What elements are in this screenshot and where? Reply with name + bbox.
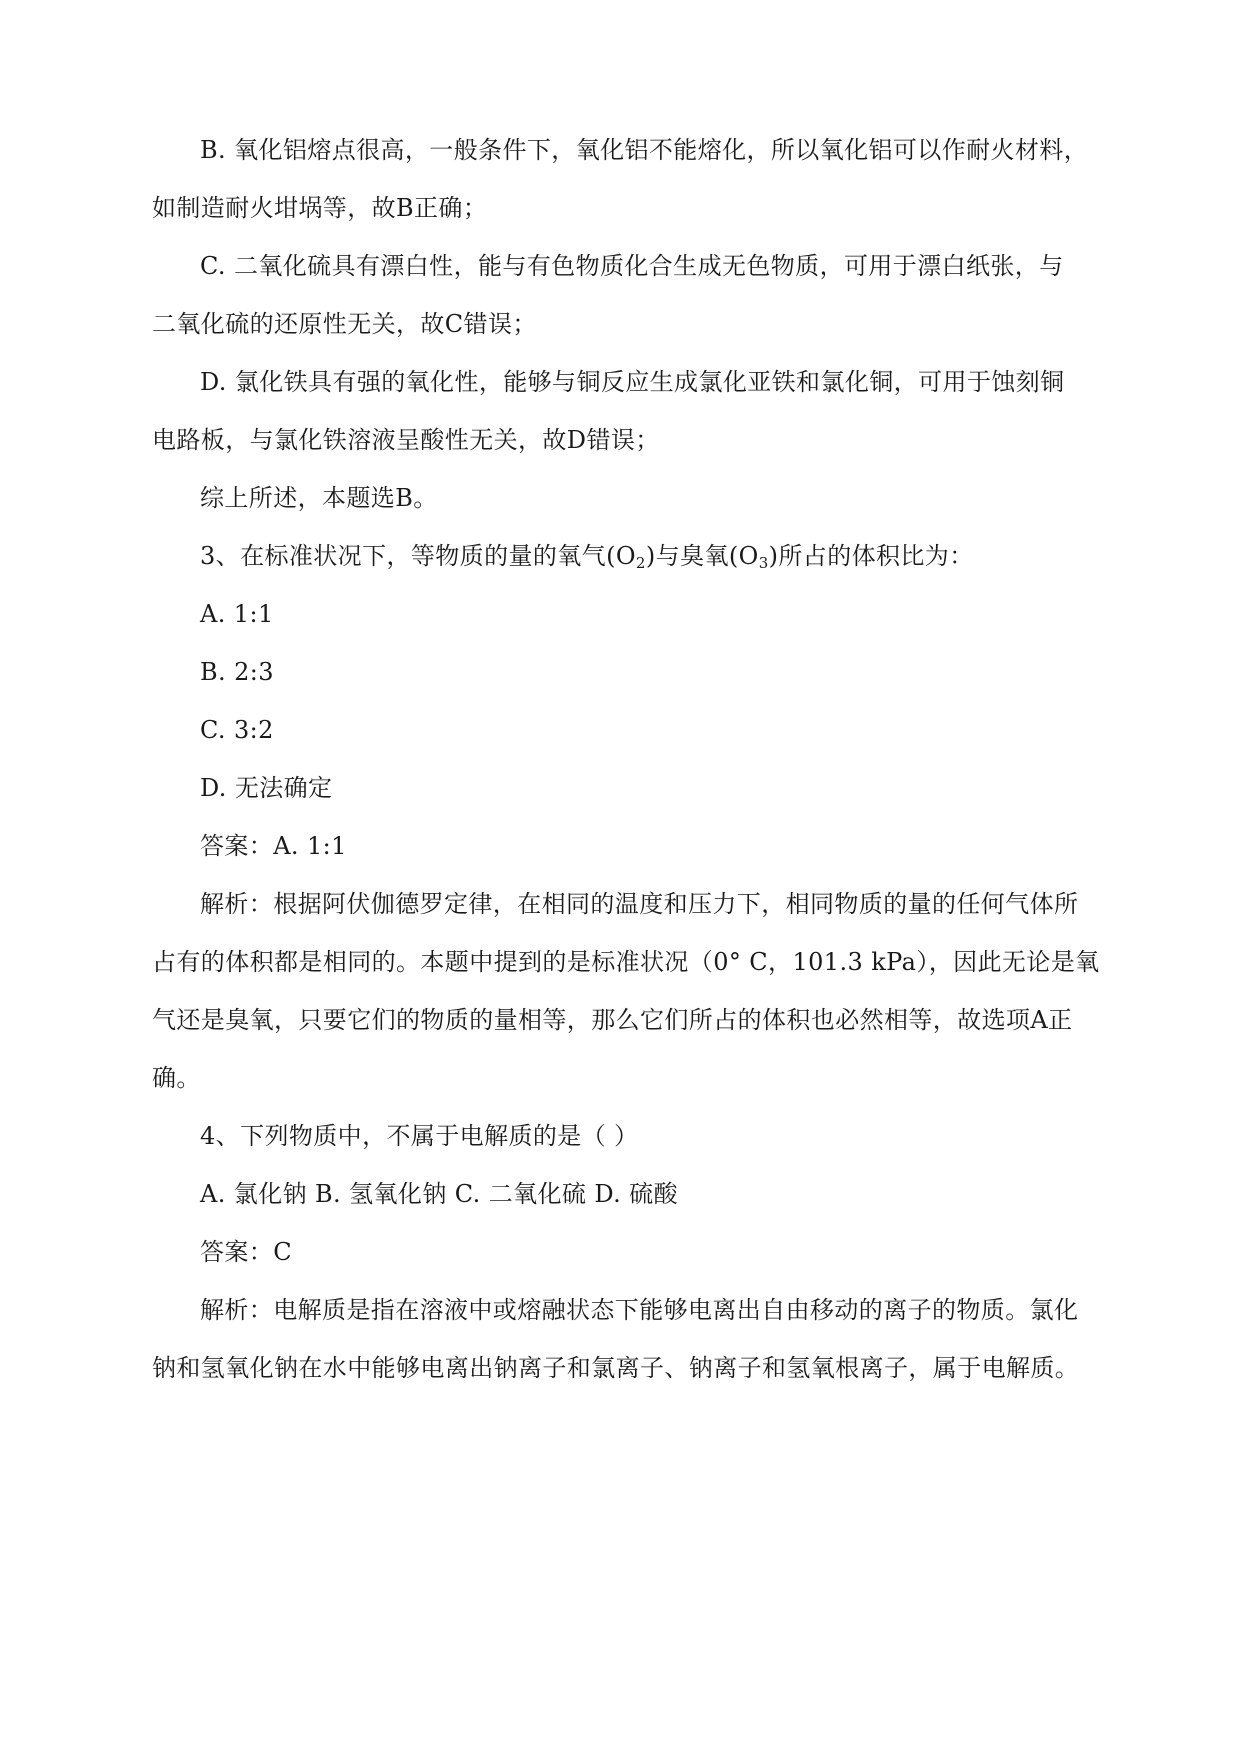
option-b-explanation-line-1: B. 氧化铝熔点很高，一般条件下，氧化铝不能熔化，所以氧化铝可以作耐火材料， — [200, 136, 1089, 164]
option-c-explanation-line-2: 二氧化硫的还原性无关，故C错误； — [152, 310, 537, 338]
question-3-analysis-line-1: 解析：根据阿伏伽德罗定律，在相同的温度和压力下，相同物质的量的任何气体所 — [200, 890, 1079, 918]
question-3-stem-part-2: )与臭氧(O — [645, 542, 759, 570]
question-3-stem-part-1: 3、在标准状况下，等物质的量的氧气(O — [200, 542, 636, 570]
summary-line: 综上所述，本题选B。 — [200, 484, 438, 512]
option-d-explanation-line-2: 电路板，与氯化铁溶液呈酸性无关，故D错误； — [152, 426, 660, 454]
question-3-option-a: A. 1:1 — [200, 600, 274, 628]
question-3-stem-part-3: )所占的体积比为： — [768, 542, 974, 570]
question-3-analysis-line-4: 确。 — [152, 1064, 201, 1092]
question-4-stem: 4、下列物质中，不属于电解质的是（ ） — [200, 1122, 639, 1150]
question-4-analysis-line-1: 解析：电解质是指在溶液中或熔融状态下能够电离出自由移动的离子的物质。氯化 — [200, 1296, 1079, 1324]
ozone-subscript: 3 — [758, 554, 769, 572]
oxygen-subscript: 2 — [635, 554, 646, 572]
option-c-explanation-line-1: C. 二氧化硫具有漂白性，能与有色物质化合生成无色物质，可用于漂白纸张，与 — [200, 252, 1064, 280]
question-4-options: A. 氯化钠 B. 氢氧化钠 C. 二氧化硫 D. 硫酸 — [200, 1180, 678, 1208]
question-3-stem — [200, 541, 974, 571]
option-d-explanation-line-1: D. 氯化铁具有强的氧化性，能够与铜反应生成氯化亚铁和氯化铜，可用于蚀刻铜 — [200, 368, 1065, 396]
question-3-analysis-line-3: 气还是臭氧，只要它们的物质的量相等，那么它们所占的体积也必然相等，故选项A正 — [152, 1006, 1073, 1034]
question-3-analysis-line-2: 占有的体积都是相同的。本题中提到的是标准状况（0° C，101.3 kPa），因此无论是氧 — [152, 948, 1100, 976]
question-4-analysis-line-2: 钠和氢氧化钠在水中能够电离出钠离子和氯离子、钠离子和氢氧根离子，属于电解质。 — [152, 1354, 1080, 1382]
question-3-option-b: B. 2:3 — [200, 658, 274, 686]
question-3-option-d: D. 无法确定 — [200, 774, 333, 802]
question-3-answer: 答案：A. 1:1 — [200, 832, 347, 860]
question-4-answer: 答案：C — [200, 1238, 292, 1266]
question-3-option-c: C. 3:2 — [200, 716, 274, 744]
option-b-explanation-line-2: 如制造耐火坩埚等，故B正确； — [152, 194, 488, 222]
